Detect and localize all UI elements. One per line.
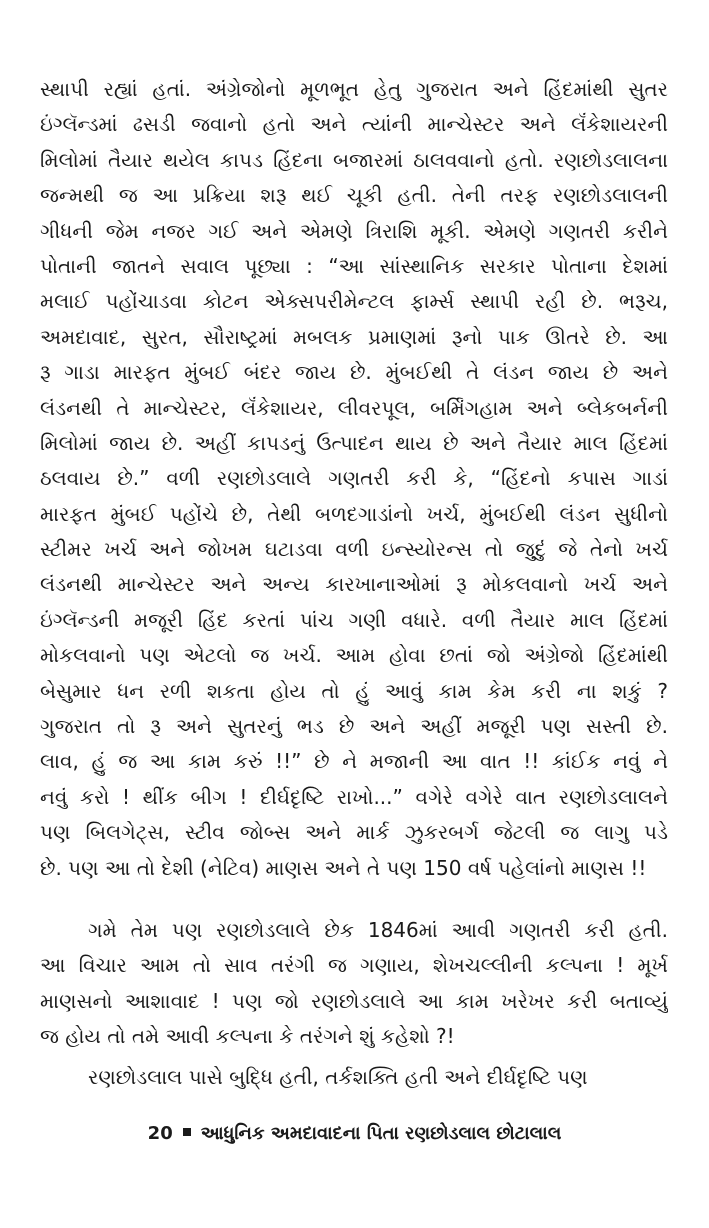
text-line: ગુજરાત તો રૂ અને સુતરનું ભડ છે અને અહીં મજૂરી પણ સસ્તી છે. <box>40 714 668 739</box>
text-line: આ વિચાર આમ તો સાવ તરંગી જ ગણાય, શેખચલ્લીની કલ્પના ! મૂર્ખ <box>40 953 668 978</box>
text-line: નવું કરો ! થીંક બીગ ! દીર્ઘદૃષ્ટિ રાખો...” વગેરે વગેરે વાત રણછોડલાલને <box>40 784 668 809</box>
text-line: ઇંગ્લૅન્ડમાં ઢસડી જવાનો હતો અને ત્યાંની માન્ચેસ્ટર અને લૅંકેશાયરની <box>40 112 668 137</box>
text-line: ગીધની જેમ નજર ગઈ અને એમણે ત્રિરાશિ મૂકી. એમણે ગણતરી કરીને <box>40 218 668 243</box>
text-line: મિલોમાં તૈયાર થયેલ કાપડ હિંદના બજારમાં ઠાલવવાનો હતો. રણછોડલાલના <box>40 147 668 172</box>
text-line: સ્થાપી રહ્યાં હતાં. અંગ્રેજોનો મૂળભૂત હેતુ ગુજરાત અને હિંદમાંથી સુતર <box>40 77 668 101</box>
text-line: લંડનથી તે માન્ચેસ્ટર, લૅંકેશાયર, લીવરપૂલ, બર્મિંગહામ અને બ્લેકબર્નની <box>40 395 668 420</box>
text-line: જ હોય તો તમે આવી કલ્પના કે તરંગને શું કહેશો ?! <box>40 1024 455 1049</box>
text-line: ઇંગ્લૅન્ડની મજૂરી હિંદ કરતાં પાંચ ગણી વધારે. વળી તૈયાર માલ હિંદમાં <box>40 607 668 632</box>
text-line: પણ બિલગેટ્સ, સ્ટીવ જોબ્સ અને માર્ક ઝુકરબર્ગ જેટલી જ લાગુ પડે <box>40 820 668 845</box>
running-book-title: આધુનિક અમદાવાદના પિતા રણછોડલાલ છોટાલાલ <box>200 1123 562 1144</box>
text-line: મોકલવાનો પણ એટલો જ ખર્ચ. આમ હોવા છતાં જો અંગ્રેજો હિંદમાંથી <box>40 643 668 668</box>
text-line: માણસનો આશાવાદ ! પણ જો રણછોડલાલે આ કામ ખરેખર કરી બતાવ્યું <box>40 988 668 1013</box>
text-line: મારફત મુંબઈ પહોંચે છે, તેથી બળદગાડાંનો ખર્ચ, મુંબઈથી લંડન સુધીનો <box>40 501 668 526</box>
text-line: લાવ, હું જ આ કામ કરું !!” છે ને મજાની આ વાત !! કાંઈક નવું ને <box>40 749 668 774</box>
text-line: મલાઈ પહોંચાડવા કોટન એક્સપરીમેન્ટલ ફાર્મ્સ સ્થાપી રહી છે. ભરૂચ, <box>40 289 668 314</box>
text-line: છે. પણ આ તો દેશી (નેટિવ) માણસ અને તે પણ 150 વર્ષ પહેલાંનો માણસ !! <box>40 855 647 880</box>
text-line: જન્મથી જ આ પ્રક્રિયા શરૂ થઈ ચૂકી હતી. તેની તરફ રણછોડલાલની <box>40 183 668 208</box>
paragraph-2 <box>40 913 668 1055</box>
text-line: લંડનથી માન્ચેસ્ટર અને અન્ય કારખાનાઓમાં રૂ મોકલવાનો ખર્ચ અને <box>40 572 668 597</box>
text-line: બેસુમાર ધન રળી શકતા હોય તો હું આવું કામ કેમ કરી ના શકું ? <box>40 678 668 703</box>
paragraph-1 <box>40 72 668 886</box>
text-line: રણછોડલાલ પાસે બુદ્ધિ હતી, તર્કશક્તિ હતી અને દીર્ઘદૃષ્ટિ પણ <box>88 1065 588 1089</box>
page-footer <box>0 1123 709 1144</box>
text-line: રૂ ગાડા મારફત મુંબઈ બંદર જાય છે. મુંબઈથી તે લંડન જાય છે અને <box>40 360 668 385</box>
text-line: સ્ટીમર ખર્ચ અને જોખમ ઘટાડવા વળી ઇન્સ્યોરન્સ તો જુદું જે તેનો ખર્ચ <box>40 537 668 562</box>
text-line: ઠલવાય છે.” વળી રણછોડલાલે ગણતરી કરી કે, “હિંદનો કપાસ ગાડાં <box>40 466 668 491</box>
text-line: ગમે તેમ પણ રણછોડલાલે છેક 1846માં આવી ગણતરી કરી હતી. <box>88 918 668 942</box>
page-number: 20 <box>147 1123 173 1144</box>
text-line: પોતાની જાતને સવાલ પૂછ્યા : “આ સાંસ્થાનિક સરકાર પોતાના દેશમાં <box>40 253 668 278</box>
square-bullet-icon <box>183 1128 191 1136</box>
text-line: મિલોમાં જાય છે. અહીં કાપડનું ઉત્પાદન થાય છે અને તૈયાર માલ હિંદમાં <box>40 430 668 455</box>
paragraph-3 <box>40 1060 668 1095</box>
text-line: અમદાવાદ, સુરત, સૌરાષ્ટ્રમાં મબલક પ્રમાણમાં રૂનો પાક ઊતરે છે. આ <box>40 324 668 349</box>
